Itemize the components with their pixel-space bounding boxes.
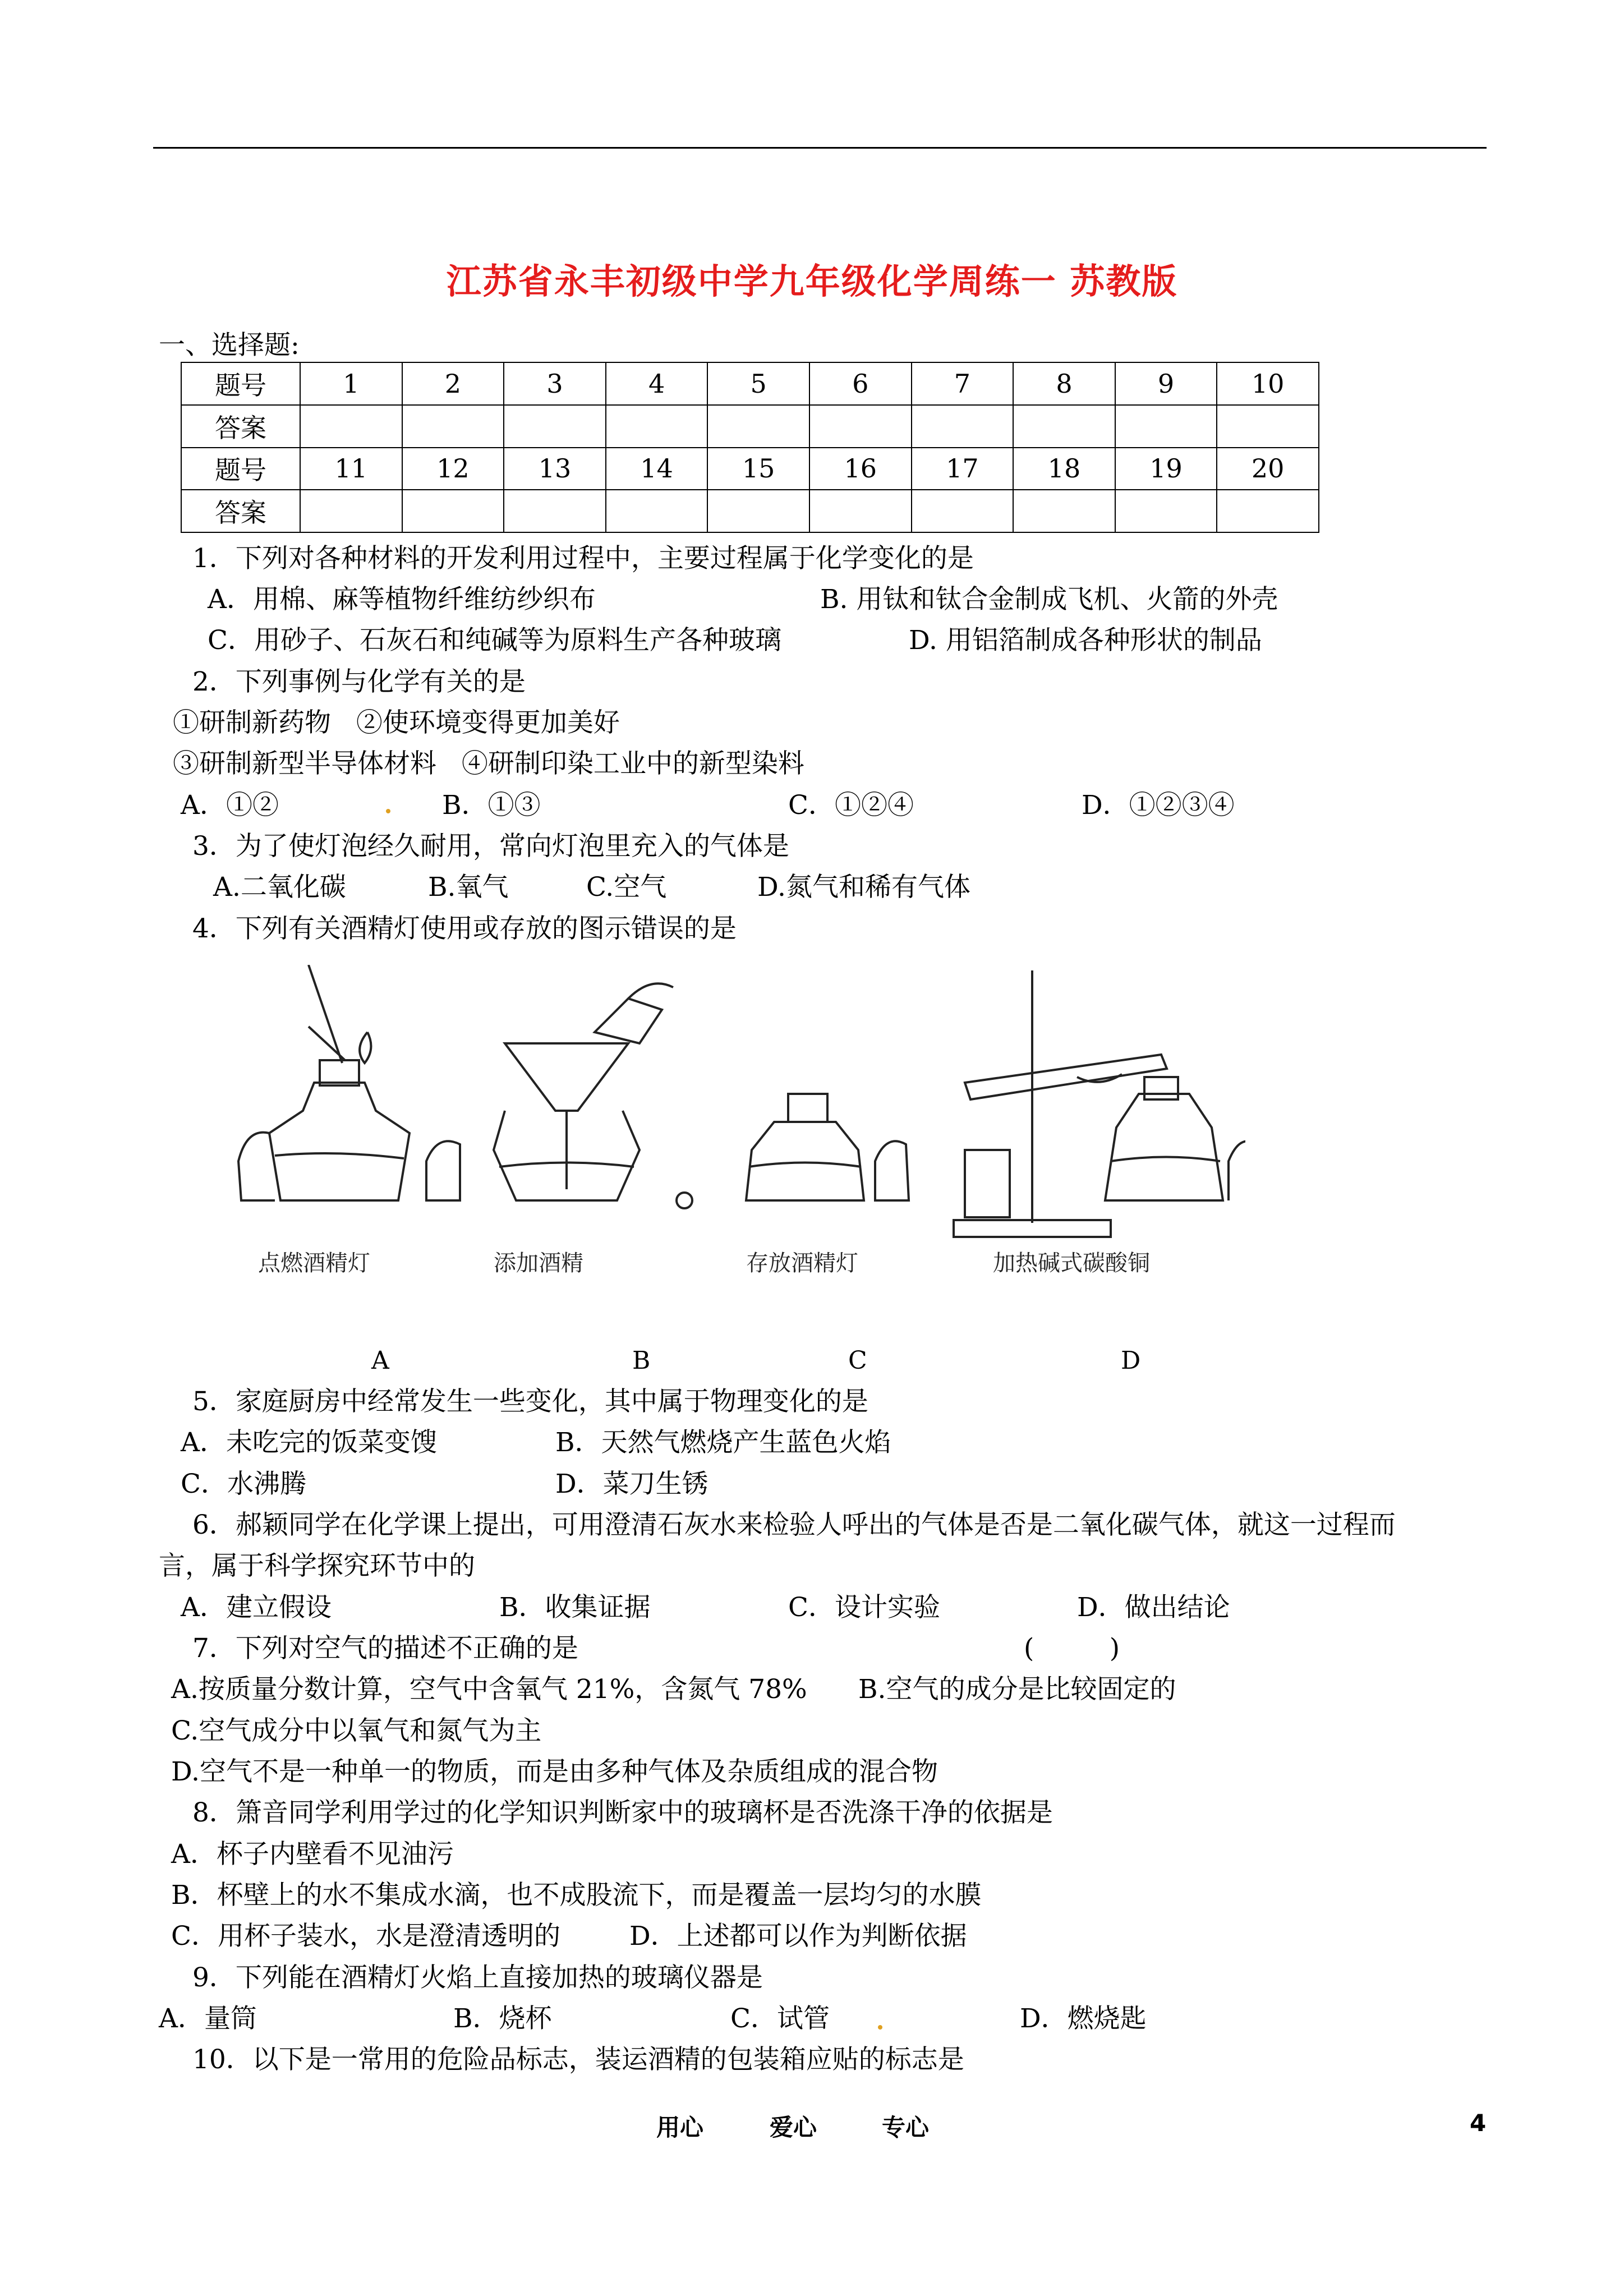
answer-cell[interactable]: [1013, 490, 1115, 532]
answer-cell[interactable]: [1115, 405, 1217, 448]
option-c: C．①②④: [788, 790, 914, 821]
page-number: 4: [1470, 2109, 1487, 2137]
option-b: B．烧杯: [453, 2003, 552, 2034]
table-row: [181, 362, 1319, 405]
answer-cell[interactable]: [1217, 405, 1319, 448]
alcohol-lamp-figure: [236, 965, 1245, 1301]
option-a: A．①②: [181, 790, 279, 821]
option-d: D.氮气和稀有气体: [757, 872, 970, 903]
question-stem: 7．下列对空气的描述不正确的是: [192, 1633, 578, 1664]
table-row: [181, 405, 1319, 448]
question-stem: 9．下列能在酒精灯火焰上直接加热的玻璃仪器是: [192, 1962, 763, 1993]
answer-cell[interactable]: [912, 490, 1014, 532]
table-cell: 16: [809, 448, 912, 490]
option-a: A．未吃完的饭菜变馊: [181, 1427, 437, 1458]
option-b: B．①③: [442, 790, 541, 821]
answer-cell[interactable]: [707, 490, 809, 532]
caption-a: 点燃酒精灯: [258, 1250, 370, 1276]
question-stem: 2．下列事例与化学有关的是: [192, 666, 526, 697]
table-row: [181, 490, 1319, 532]
table-cell: 15: [707, 448, 809, 490]
header-rule: [153, 147, 1487, 149]
statement-line: ①研制新药物 ②使环境变得更加美好: [173, 707, 620, 738]
question-stem: 1．下列对各种材料的开发利用过程中，主要过程属于化学变化的是: [192, 543, 974, 574]
question-stem: 3．为了使灯泡经久耐用，常向灯泡里充入的气体是: [192, 831, 789, 862]
option-c: C．设计实验: [788, 1592, 940, 1623]
table-cell: 9: [1115, 362, 1217, 405]
table-cell: 11: [300, 448, 402, 490]
answer-cell[interactable]: [1115, 490, 1217, 532]
question-stem: 8．箫音同学利用学过的化学知识判断家中的玻璃杯是否洗涤干净的依据是: [192, 1797, 1053, 1828]
option-a: A.二氧化碳: [213, 872, 346, 903]
answer-cell[interactable]: [504, 405, 606, 448]
table-cell: 14: [606, 448, 708, 490]
table-cell: 3: [504, 362, 606, 405]
table-cell: 17: [912, 448, 1014, 490]
option-d: D.空气不是一种单一的物质，而是由多种气体及杂质组成的混合物: [171, 1756, 938, 1787]
option-b: B.空气的成分是比较固定的: [858, 1674, 1176, 1705]
answer-cell[interactable]: [606, 405, 708, 448]
answer-cell[interactable]: [809, 405, 912, 448]
option-d: D．做出结论: [1077, 1592, 1230, 1623]
option-c: C．水沸腾: [181, 1469, 306, 1499]
scan-speck: [386, 809, 390, 813]
option-c: C．用杯子装水，水是澄清透明的: [171, 1921, 560, 1952]
panel-a-lamp-icon: [238, 965, 410, 1200]
table-cell: 1: [300, 362, 402, 405]
option-b: B. 用钛和钛合金制成飞机、火箭的外壳: [820, 584, 1278, 615]
option-b: B．杯壁上的水不集成水滴，也不成股流下，而是覆盖一层均匀的水膜: [171, 1880, 982, 1911]
figure-label-d: D: [1121, 1346, 1141, 1375]
caption-d: 加热碱式碳酸铜: [993, 1250, 1150, 1276]
option-b: B.氧气: [428, 872, 509, 903]
table-cell: 20: [1217, 448, 1319, 490]
footer-word: 专心: [882, 2114, 930, 2141]
answer-cell[interactable]: [1013, 405, 1115, 448]
question-stem: 6．郝颖同学在化学课上提出，可用澄清石灰水来检验人呼出的气体是否是二氧化碳气体，就这一过程而: [192, 1510, 1396, 1540]
question-stem-continued: 言，属于科学探究环节中的: [159, 1550, 475, 1581]
option-c: C.空气成分中以氧气和氮气为主: [171, 1715, 542, 1746]
table-cell: 答案: [181, 405, 300, 448]
answer-cell[interactable]: [300, 405, 402, 448]
table-cell: 19: [1115, 448, 1217, 490]
option-a: A.按质量分数计算，空气中含氧气 21%，含氮气 78%: [171, 1674, 807, 1705]
table-cell: 6: [809, 362, 912, 405]
table-cell: 2: [402, 362, 504, 405]
option-d: D. 用铝箔制成各种形状的制品: [909, 625, 1262, 656]
footer-word: 爱心: [770, 2114, 817, 2141]
table-cell: 4: [606, 362, 708, 405]
option-a: A．用棉、麻等植物纤维纺纱织布: [208, 584, 596, 615]
option-b: B．天然气燃烧产生蓝色火焰: [555, 1427, 891, 1458]
option-d: D．燃烧匙: [1020, 2003, 1147, 2034]
answer-cell[interactable]: [300, 490, 402, 532]
footer-word: 用心: [656, 2114, 704, 2141]
table-cell: 题号: [181, 362, 300, 405]
answer-cell[interactable]: [912, 405, 1014, 448]
figure-label-c: C: [848, 1346, 867, 1375]
option-d: D．菜刀生锈: [555, 1469, 709, 1499]
answer-cell[interactable]: [504, 490, 606, 532]
answer-parenthesis[interactable]: ( ): [1024, 1633, 1120, 1664]
panel-c-lamp-icon: [746, 1094, 909, 1200]
table-row: [181, 448, 1319, 490]
answer-cell[interactable]: [402, 490, 504, 532]
option-c: C．试管: [730, 2003, 830, 2034]
statement-line: ③研制新型半导体材料 ④研制印染工业中的新型染料: [173, 748, 804, 779]
option-d: D．上述都可以作为判断依据: [629, 1921, 967, 1952]
option-b: B．收集证据: [499, 1592, 651, 1623]
option-a: A．建立假设: [181, 1592, 332, 1623]
question-stem: 10．以下是一常用的危险品标志，装运酒精的包装箱应贴的标志是: [192, 2044, 964, 2075]
option-a: A．量筒: [159, 2003, 257, 2034]
table-cell: 12: [402, 448, 504, 490]
option-a: A．杯子内壁看不见油污: [171, 1839, 454, 1870]
option-d: D．①②③④: [1082, 790, 1235, 821]
option-c: C．用砂子、石灰石和纯碱等为原料生产各种玻璃: [208, 625, 781, 656]
caption-b: 添加酒精: [494, 1250, 583, 1276]
table-cell: 7: [912, 362, 1014, 405]
table-cell: 8: [1013, 362, 1115, 405]
answer-cell[interactable]: [402, 405, 504, 448]
option-c: C.空气: [586, 872, 667, 903]
question-stem: 5．家庭厨房中经常发生一些变化，其中属于物理变化的是: [192, 1386, 868, 1417]
page-title: 江苏省永丰初级中学九年级化学周练一 苏教版: [446, 261, 1178, 302]
table-cell: 13: [504, 448, 606, 490]
answer-cell[interactable]: [1217, 490, 1319, 532]
scan-speck: [878, 2025, 882, 2030]
table-cell: 题号: [181, 448, 300, 490]
question-stem: 4．下列有关酒精灯使用或存放的图示错误的是: [192, 913, 737, 944]
figure-label-a: A: [371, 1346, 389, 1375]
answer-table: [181, 362, 1319, 533]
caption-c: 存放酒精灯: [746, 1250, 858, 1276]
section-heading: 一、选择题:: [159, 330, 300, 361]
table-cell: 答案: [181, 490, 300, 532]
answer-cell[interactable]: [606, 490, 708, 532]
answer-cell[interactable]: [707, 405, 809, 448]
answer-cell[interactable]: [809, 490, 912, 532]
table-cell: 10: [1217, 362, 1319, 405]
table-cell: 18: [1013, 448, 1115, 490]
table-cell: 5: [707, 362, 809, 405]
panel-b-funnel-icon: [426, 983, 692, 1208]
panel-d-stand-icon: [954, 970, 1245, 1237]
figure-label-b: B: [632, 1346, 651, 1375]
